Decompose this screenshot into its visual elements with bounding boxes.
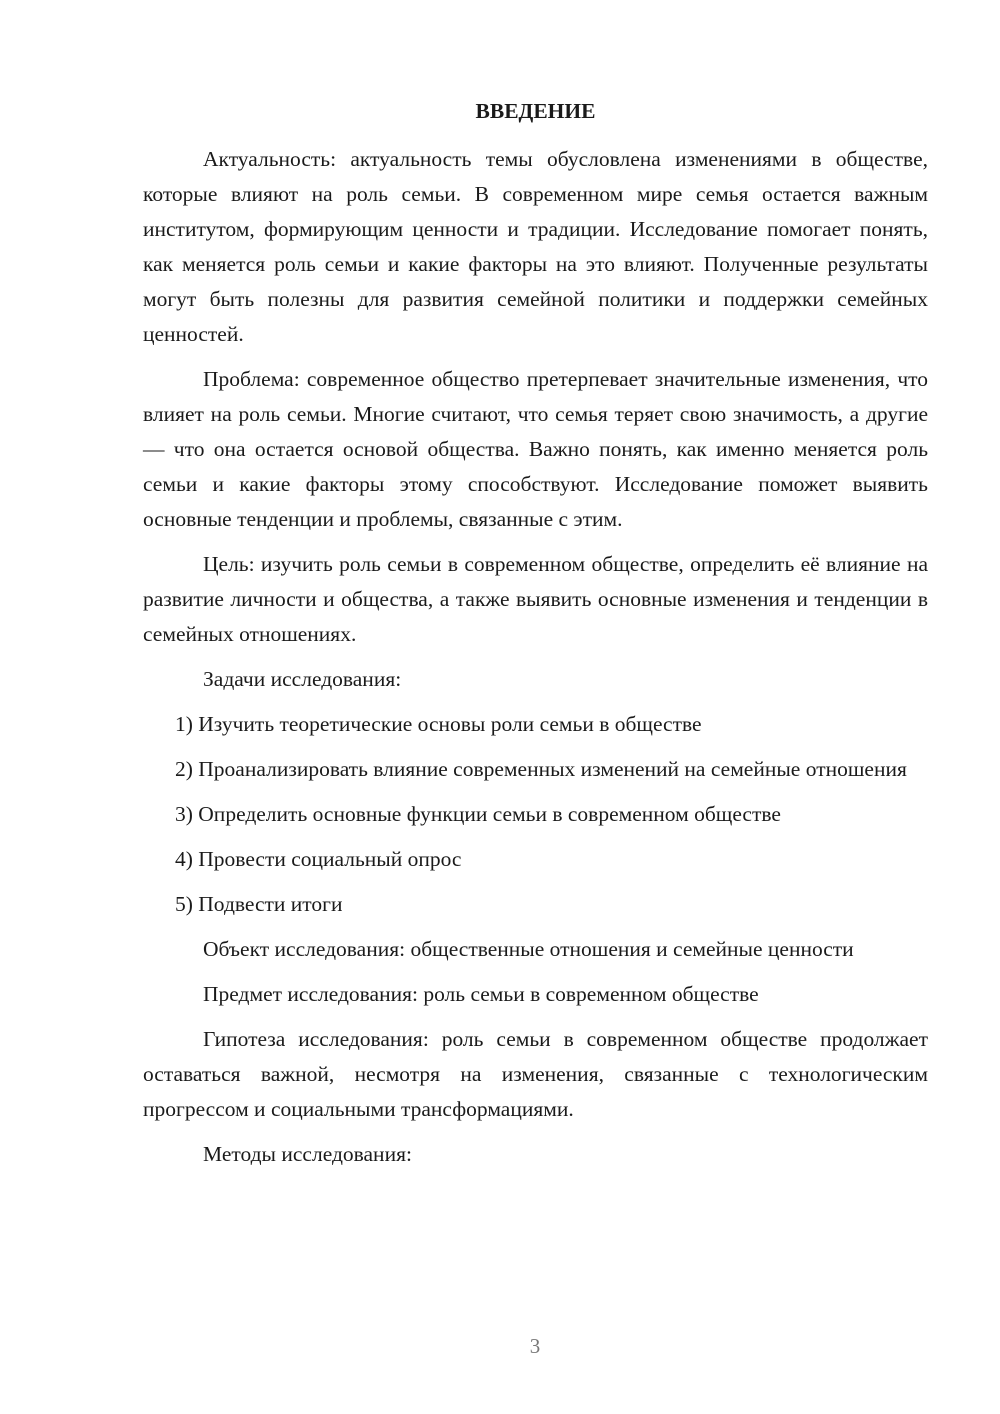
tasks-title: Задачи исследования: (203, 667, 402, 691)
page-number: 3 (529, 1334, 541, 1358)
subject-paragraph: Предмет исследования: роль семьи в современном обществе (203, 982, 759, 1006)
task-item: 1) Изучить теоретические основы роли семьи в обществе (175, 712, 702, 736)
object-paragraph: Объект исследования: общественные отношения и семейные ценности (203, 937, 854, 961)
document-page (143, 96, 928, 1182)
methods-title: Методы исследования: (203, 1142, 412, 1166)
task-item: 3) Определить основные функции семьи в современном обществе (175, 802, 781, 826)
relevance-paragraph: Актуальность: актуальность темы обусловлена изменениями в обществе, которые влияют на роль семьи. В современном мире семья остается важным институтом, формирующим ценности и традиции. Исследование помогает понять, как меняется роль семьи и какие факторы на это влияют. Полученные результаты могут быть полезны для развития семейной политики и поддержки семейных ценностей. (143, 147, 928, 346)
problem-paragraph: Проблема: современное общество претерпевает значительные изменения, что влияет на роль семьи. Многие считают, что семья теряет свою значимость, а другие — что она остается основой общества. Важно понять, как именно меняется роль семьи и какие факторы этому способствуют. Исследование поможет выявить основные тенденции и проблемы, связанные с этим. (143, 367, 928, 531)
task-item: 4) Провести социальный опрос (175, 847, 462, 871)
section-heading: ВВЕДЕНИЕ (475, 99, 596, 123)
hypothesis-paragraph: Гипотеза исследования: роль семьи в современном обществе продолжает оставаться важной, несмотря на изменения, связанные с технологическим прогрессом и социальными трансформациями. (143, 1027, 928, 1121)
task-item: 2) Проанализировать влияние современных изменений на семейные отношения (175, 757, 907, 781)
goal-paragraph: Цель: изучить роль семьи в современном обществе, определить её влияние на развитие личности и общества, а также выявить основные изменения и тенденции в семейных отношениях. (143, 552, 928, 646)
task-item: 5) Подвести итоги (175, 892, 343, 916)
